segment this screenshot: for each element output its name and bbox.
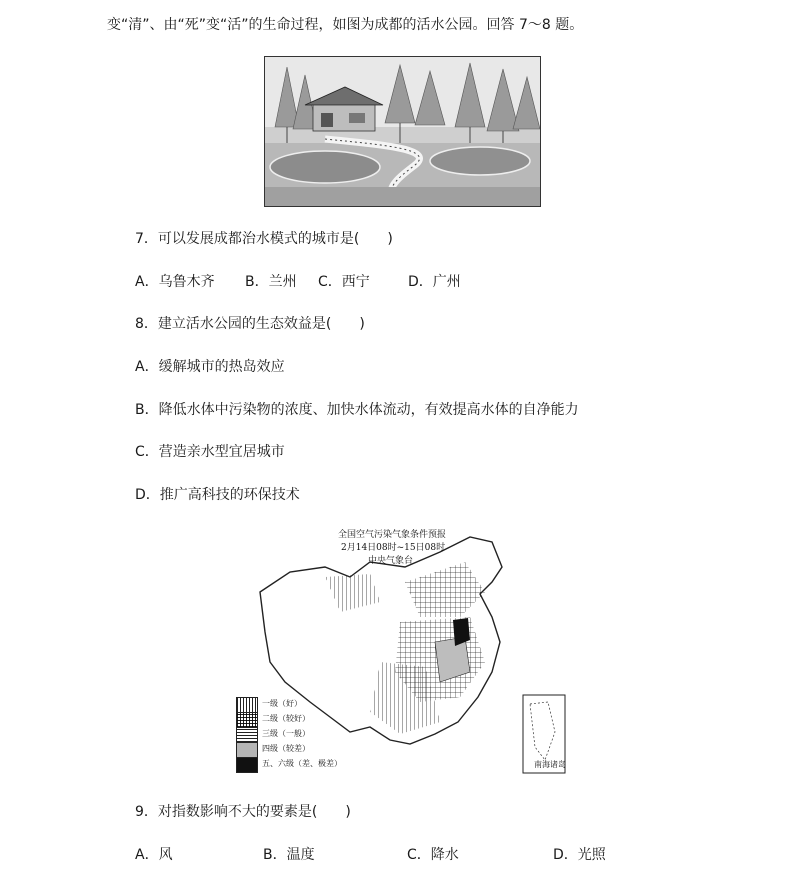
legend-label-level4: 四级（较差） [262, 744, 310, 753]
q9-option-d[interactable]: D．光照 [553, 847, 606, 863]
q8-option-c[interactable]: C．营造亲水型宜居城市 [135, 444, 285, 460]
legend-label-level2: 二级（较好） [262, 714, 310, 723]
park-illustration [265, 57, 540, 206]
legend-label-level3: 三级（一般） [262, 729, 310, 738]
legend-label-level1: 一级（好） [262, 699, 302, 708]
q7-option-a[interactable]: A．乌鲁木齐 [135, 274, 215, 290]
legend-swatch-level5 [236, 757, 258, 773]
legend-swatch-level2 [236, 712, 258, 728]
q9-option-a[interactable]: A．风 [135, 847, 173, 863]
map-title-line-3: 中央气象台 [368, 556, 414, 566]
legend-swatch-level3 [236, 727, 258, 743]
q7-option-d[interactable]: D．广州 [408, 274, 461, 290]
q8-option-b[interactable]: B．降低水体中污染物的浓度、加快水体流动，有效提高水体的自净能力 [135, 402, 579, 418]
q9-option-b[interactable]: B．温度 [263, 847, 315, 863]
q8-option-a[interactable]: A．缓解城市的热岛效应 [135, 359, 285, 375]
q8-stem: 8．建立活水公园的生态效益是( ) [135, 316, 365, 332]
q9-stem: 9．对指数影响不大的要素是( ) [135, 804, 351, 820]
legend-swatch-level1 [236, 697, 258, 713]
park-photo [264, 56, 541, 207]
map-title-line-1: 全国空气污染气象条件预报 [338, 530, 447, 540]
q7-option-b[interactable]: B．兰州 [245, 274, 297, 290]
legend-label-level5: 五、六级（差、极差） [262, 759, 342, 768]
legend-swatch-level4 [236, 742, 258, 758]
intro-text: 变“清”、由“死”变“活”的生命过程，如图为成都的活水公园。回答 7～8 题。 [107, 17, 584, 33]
q9-option-c[interactable]: C．降水 [407, 847, 459, 863]
q8-option-d[interactable]: D．推广高科技的环保技术 [135, 487, 300, 503]
q7-option-c[interactable]: C．西宁 [318, 274, 370, 290]
q7-stem: 7．可以发展成都治水模式的城市是( ) [135, 231, 393, 247]
map-title-line-2: 2月14日08时~15日08时 [341, 543, 446, 553]
inset-label: 南海诸岛 [534, 760, 566, 769]
